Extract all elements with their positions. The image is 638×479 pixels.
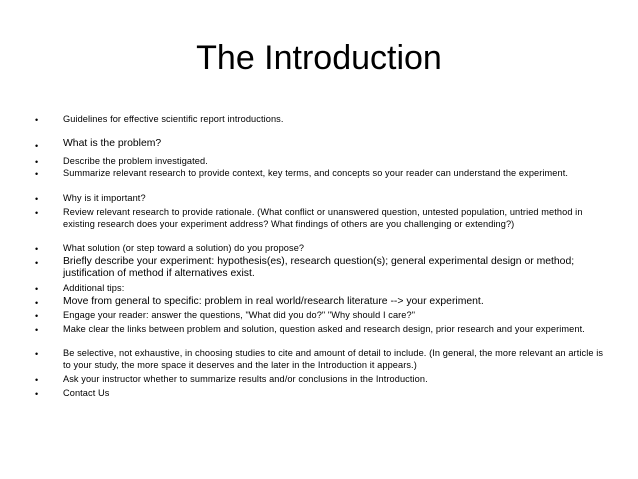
bullet-dot: • <box>35 258 39 268</box>
bullet-dot: • <box>35 389 39 399</box>
bullet-dot: • <box>35 169 39 179</box>
bullet-dot: • <box>35 284 39 294</box>
bullet-dot: • <box>35 115 39 125</box>
bullet-dot: • <box>35 157 39 167</box>
bullet-dot: • <box>35 325 39 335</box>
bullet-dot: • <box>35 141 39 151</box>
bullet-text: Be selective, not exhaustive, in choosing studies to cite and amount of detail to include. (In general, the more relevant an article is to your study, the more space it deserves and the later in the Introduction it appears.) <box>63 348 604 370</box>
bullet-text: Summarize relevant research to provide context, key terms, and concepts so your reader can understand the experiment. <box>63 168 569 178</box>
bullet-text: Describe the problem investigated. <box>63 156 208 166</box>
bullet-text: Ask your instructor whether to summarize results and/or conclusions in the Introduction. <box>63 374 428 384</box>
bullet-dot: • <box>35 349 39 359</box>
bullet-dot: • <box>35 375 39 385</box>
bullet-text: Guidelines for effective scientific report introductions. <box>63 114 284 124</box>
bullet-text: Briefly describe your experiment: hypothesis(es), research question(s); general experimental design or method; justification of method if alternatives exist. <box>63 256 575 279</box>
bullet-dot: • <box>35 298 39 308</box>
bullet-dot: • <box>35 311 39 321</box>
slide-title: The Introduction <box>196 39 442 77</box>
bullet-dot: • <box>35 244 39 254</box>
bullet-dot: • <box>35 194 39 204</box>
bullet-text: Review relevant research to provide rationale. (What conflict or unanswered question, untested population, untried method in existing research does your experiment address? What findings of others are you challenging or extending?) <box>63 207 583 229</box>
bullet-text: What solution (or step toward a solution) do you propose? <box>63 243 305 253</box>
bullet-dot: • <box>35 208 39 218</box>
bullet-text: Why is it important? <box>63 193 146 203</box>
bullet-text: Make clear the links between problem and solution, question asked and research design, prior research and your experiment. <box>63 324 585 334</box>
bullet-text: Additional tips: <box>63 283 125 293</box>
bullet-text: What is the problem? <box>63 138 162 149</box>
bullet-text: Move from general to specific: problem in real world/research literature --> your experiment. <box>63 296 484 307</box>
bullet-text: Engage your reader: answer the questions, "What did you do?" "Why should I care?" <box>63 310 416 320</box>
contact-us-link[interactable]: Contact Us <box>63 388 110 398</box>
